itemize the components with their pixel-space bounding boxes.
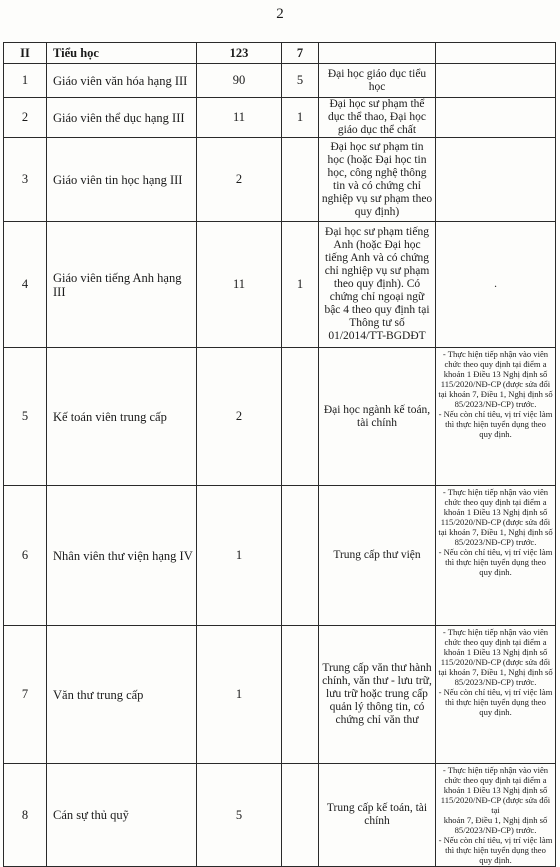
row-quota: 5 [197, 764, 282, 867]
row-position: Nhân viên thư viện hạng IV [47, 486, 197, 626]
section-number: II [4, 43, 47, 64]
row-stt: 5 [4, 348, 47, 486]
table-row [4, 64, 556, 98]
row-notes [436, 486, 556, 626]
row-stt: 2 [4, 98, 47, 138]
row-notes [436, 626, 556, 764]
row-stt: 1 [4, 64, 47, 98]
note-line: - Nếu còn chỉ tiêu, vị trí việc làm thì thực hiện tuyển dụng theo quy định. [438, 835, 553, 865]
recruitment-table [3, 42, 556, 867]
section-quota: 123 [197, 43, 282, 64]
note-line: - Thực hiện tiếp nhận vào viên chức theo quy định tại điểm a khoản 1 Điều 13 Nghị định số 115/2020/NĐ-CP (được sửa đổi tại khoản 7, Điều 1, Nghị định số 85/2023/NĐ-CP) trước. [438, 627, 553, 687]
row-notes-mark: . [436, 222, 556, 348]
row-stt: 3 [4, 138, 47, 222]
note-line: - Thực hiện tiếp nhận vào viên chức theo quy định tại điểm a khoản 1 Điều 13 Nghị định số 115/2020/NĐ-CP (được sửa đổi tại khoản 7, Điều 1, Nghị định số 85/2023/NĐ-CP) trước. [438, 487, 553, 547]
row-notes [436, 64, 556, 98]
section-notes-cell [436, 43, 556, 64]
table-row [4, 764, 556, 867]
row-requirement: Đại học sư phạm thể dục thể thao, Đại học giáo dục thể chất [319, 98, 436, 138]
row-position: Giáo viên văn hóa hạng III [47, 64, 197, 98]
row-notes [436, 138, 556, 222]
note-line: - Nếu còn chỉ tiêu, vị trí việc làm thì thực hiện tuyển dụng theo quy định. [438, 687, 553, 717]
row-count: 1 [282, 222, 319, 348]
row-quota: 90 [197, 64, 282, 98]
row-stt: 7 [4, 626, 47, 764]
row-count: 1 [282, 98, 319, 138]
row-requirement: Đại học ngành kế toán, tài chính [319, 348, 436, 486]
section-title: Tiểu học [47, 43, 197, 64]
row-requirement: Đại học sư phạm tiếng Anh (hoặc Đại học tiếng Anh và có chứng chỉ nghiệp vụ sư phạm theo quy định). Có chứng chỉ ngoại ngữ bậc 4 theo quy định tại Thông tư số 01/2014/TT-BGDĐT [319, 222, 436, 348]
row-position: Kế toán viên trung cấp [47, 348, 197, 486]
row-position: Giáo viên thể dục hạng III [47, 98, 197, 138]
row-notes [436, 348, 556, 486]
row-position: Giáo viên tin học hạng III [47, 138, 197, 222]
table-row [4, 138, 556, 222]
section-requirement-cell [319, 43, 436, 64]
row-quota: 2 [197, 138, 282, 222]
table-row [4, 222, 556, 348]
row-quota: 2 [197, 348, 282, 486]
row-position: Giáo viên tiếng Anh hạng III [47, 222, 197, 348]
page-number: 2 [276, 6, 284, 22]
note-line: - Thực hiện tiếp nhận vào viên chức theo quy định tại điểm a khoản 1 Điều 13 Nghị định số 115/2020/NĐ-CP (được sửa đổi tại [440, 765, 551, 815]
table-row [4, 348, 556, 486]
row-count [282, 626, 319, 764]
row-count [282, 348, 319, 486]
section-count: 7 [282, 43, 319, 64]
row-stt: 6 [4, 486, 47, 626]
row-position: Cán sự thủ quỹ [47, 764, 197, 867]
note-line: - Nếu còn chỉ tiêu, vị trí việc làm thì thực hiện tuyển dụng theo quy định. [438, 547, 553, 577]
row-quota: 11 [197, 98, 282, 138]
row-position: Văn thư trung cấp [47, 626, 197, 764]
section-header-row [4, 43, 556, 64]
note-line: - Thực hiện tiếp nhận vào viên chức theo quy định tại điểm a khoản 1 Điều 13 Nghị định số 115/2020/NĐ-CP (được sửa đổi tại khoản 7, Điều 1, Nghị định số 85/2023/NĐ-CP) trước. [438, 349, 553, 409]
note-line: - Nếu còn chỉ tiêu, vị trí việc làm thì thực hiện tuyển dụng theo quy định. [438, 409, 553, 439]
row-requirement: Đại học giáo dục tiểu học [319, 64, 436, 98]
row-quota: 1 [197, 486, 282, 626]
row-requirement: Trung cấp kế toán, tài chính [319, 764, 436, 867]
row-stt: 8 [4, 764, 47, 867]
table-row [4, 626, 556, 764]
row-count: 5 [282, 64, 319, 98]
row-stt: 4 [4, 222, 47, 348]
row-quota: 11 [197, 222, 282, 348]
table-row [4, 98, 556, 138]
row-notes [436, 98, 556, 138]
row-notes [436, 764, 556, 867]
row-quota: 1 [197, 626, 282, 764]
row-requirement: Đại học sư phạm tin học (hoặc Đại học tin học, công nghệ thông tin và có chứng chỉ nghiệp vụ sư phạm theo quy định) [319, 138, 436, 222]
row-count [282, 764, 319, 867]
table-row [4, 486, 556, 626]
row-requirement: Trung cấp thư viện [319, 486, 436, 626]
row-count [282, 486, 319, 626]
row-count [282, 138, 319, 222]
row-requirement: Trung cấp văn thư hành chính, văn thư - lưu trữ, lưu trữ hoặc trung cấp quản lý thông tin, có chứng chỉ văn thư [319, 626, 436, 764]
note-line: khoản 7, Điều 1, Nghị định số 85/2023/NĐ-CP) trước. [443, 815, 548, 835]
